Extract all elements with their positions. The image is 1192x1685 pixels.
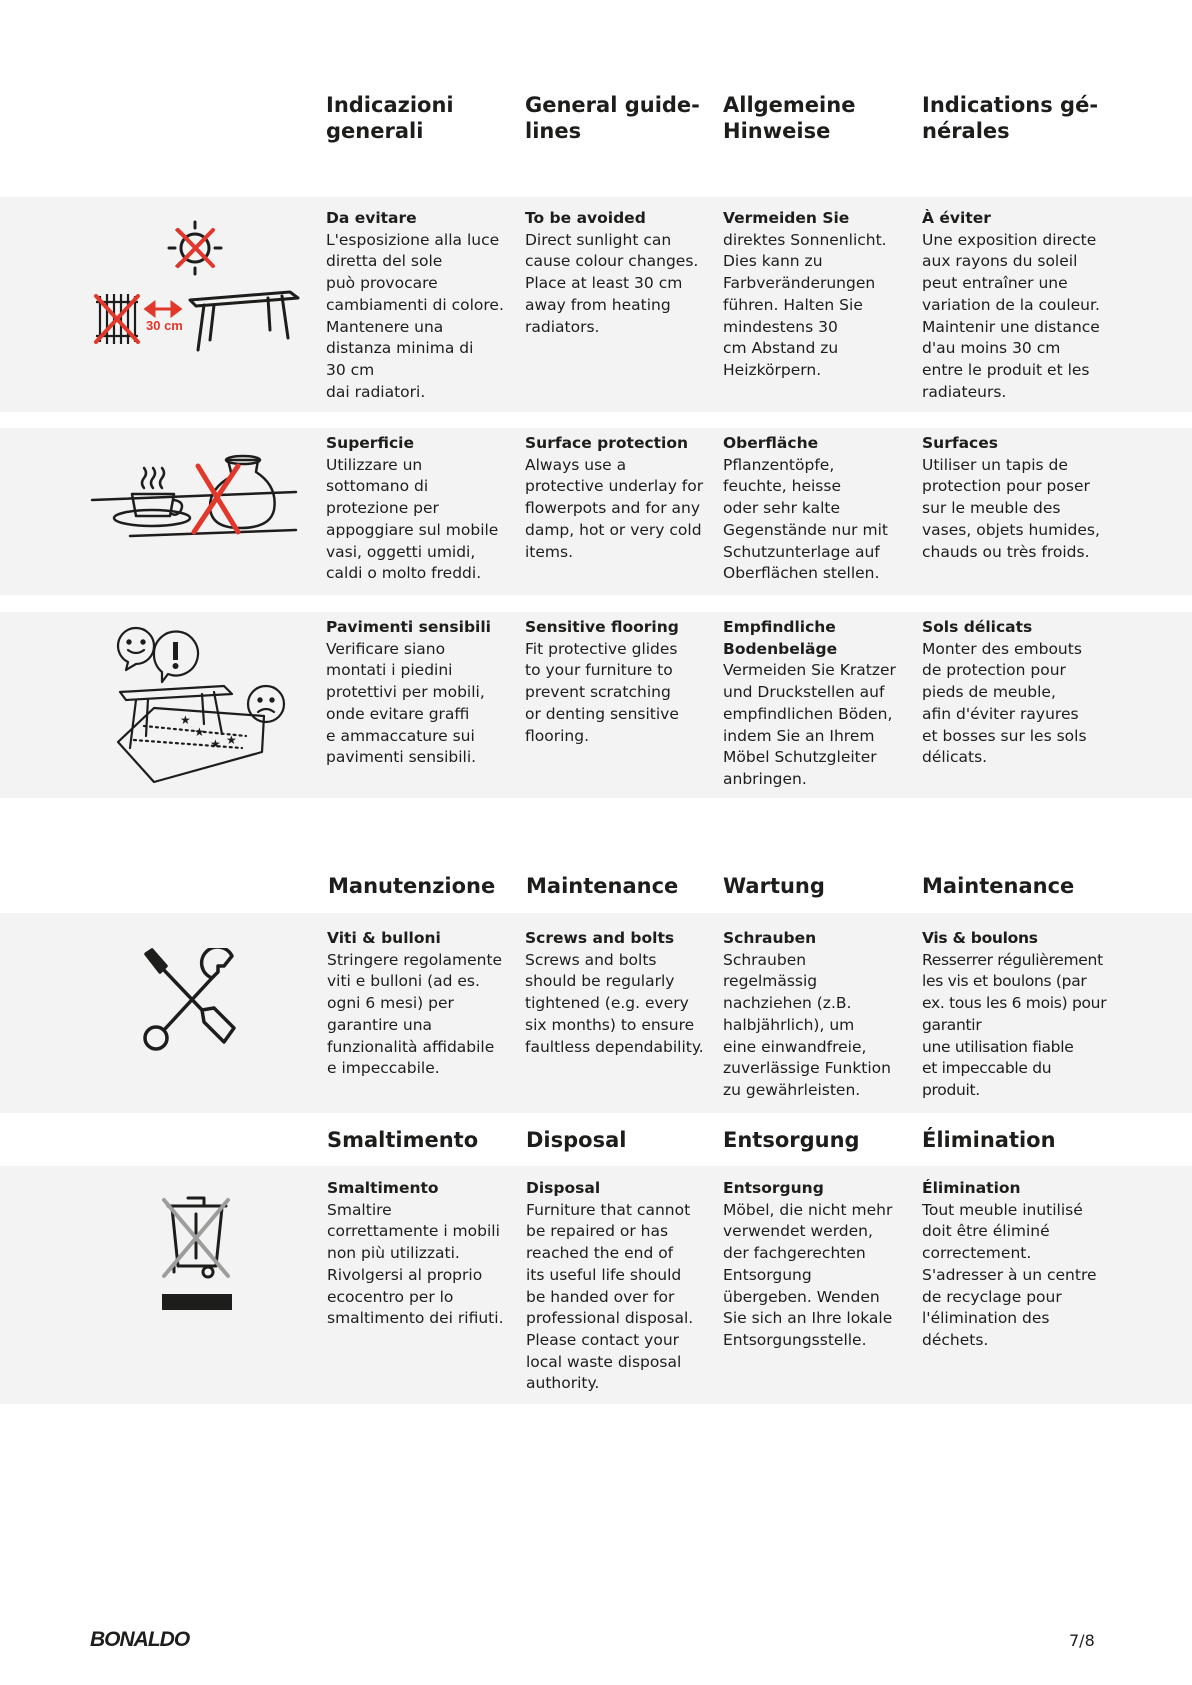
page-number: 7/8 [1069, 1631, 1095, 1650]
guideline-flooring-de: Empfindliche Bodenbeläge Vermeiden Sie Kratzer und Druckstellen auf empfindlichen Böden, indem Sie an Ihrem Möbel Schutzgleiter anbringen. [723, 618, 896, 788]
maintenance-screws-en: Screws and bolts Screws and bolts should be regularly tightened (e.g. every six months) to ensure faultless dependability. [525, 929, 704, 1056]
disposal-fr: Élimination Tout meuble inutilisé doit être éliminé correctement. S'adresser à un centre de recyclage pour l'élimination des déchets. [922, 1179, 1097, 1349]
header-disposal-it: Smaltimento [327, 1128, 479, 1152]
brand-logo: BONALDO [90, 1628, 190, 1651]
guideline-flooring-en: Sensitive flooring Fit protective glides to your furniture to prevent scratching or denting sensitive flooring. [525, 618, 679, 745]
disposal-en: Disposal Furniture that cannot be repaired or has reached the end of its useful life should be handed over for professional disposal. Please contact your local waste disposal authority. [526, 1179, 694, 1393]
header-disposal-de: Entsorgung [723, 1128, 860, 1152]
guideline-surface-en: Surface protection Always use a protective underlay for flowerpots and for any damp, hot or very cold items. [525, 434, 704, 561]
guideline-flooring-it: Pavimenti sensibili Verificare siano montati i piedini protettivi per mobili, onde evitare graffi e ammaccature sui pavimenti sensibili. [326, 618, 491, 767]
svg-text:★: ★ [194, 725, 205, 739]
guideline-flooring-fr: Sols délicats Monter des embouts de protection pour pieds de meuble, afin d'éviter rayures et bosses sur les sols délicats. [922, 618, 1087, 767]
svg-text:★: ★ [226, 733, 237, 747]
header-general-de: Allgemeine Hinweise [723, 93, 856, 143]
surface-protection-icon [90, 448, 300, 548]
header-disposal-fr: Élimination [922, 1128, 1056, 1152]
maintenance-screws-de: Schrauben Schrauben regelmässig nachziehen (z.B. halbjährlich), um eine einwandfreie, zuverlässige Funktion zu gewährleisten. [723, 929, 891, 1099]
disposal-de: Entsorgung Möbel, die nicht mehr verwendet werden, der fachgerechten Entsorgung übergeben. Wenden Sie sich an Ihre lokale Entsorgungsstelle. [723, 1179, 893, 1349]
header-general-fr: Indications gé- nérales [922, 93, 1099, 143]
guideline-surface-fr: Surfaces Utiliser un tapis de protection pour poser sur le meuble des vases, objets humides, chauds ou très froids. [922, 434, 1100, 561]
svg-text:★: ★ [180, 713, 191, 727]
maintenance-screws-fr: Vis & boulons Resserrer régulièrement les vis et boulons (par ex. tous les 6 mois) pour garantir une utilisation fiable et impeccable du produit. [922, 929, 1107, 1099]
distance-label: 30 cm [146, 318, 183, 333]
header-general-en: General guide- lines [525, 93, 700, 143]
sunlight-radiator-icon [92, 216, 302, 352]
guideline-surface-de: Oberfläche Pflanzentöpfe, feuchte, heisse oder sehr kalte Gegenstände nur mit Schutzunterlage auf Oberflächen stellen. [723, 434, 888, 583]
maintenance-screws-it: Viti & bulloni Stringere regolamente viti e bulloni (ad es. ogni 6 mesi) per garantire una funzionalità affidabile e impeccabile. [327, 929, 503, 1078]
guideline-sunlight-it: Da evitare L'esposizione alla luce diretta del sole può provocare cambiamenti di colore. Mantenere una distanza minima di 30 cm dai radiatori. [326, 209, 504, 401]
tools-icon [140, 948, 246, 1054]
crossed-bin-icon [160, 1194, 236, 1312]
guideline-surface-it: Superficie Utilizzare un sottomano di protezione per appoggiare sul mobile vasi, oggetti umidi, caldi o molto freddi. [326, 434, 499, 583]
svg-text:★: ★ [210, 737, 221, 751]
header-disposal-en: Disposal [526, 1128, 627, 1152]
header-maintenance-it: Manutenzione [328, 874, 496, 898]
header-maintenance-en: Maintenance [526, 874, 679, 898]
header-general-it: Indicazioni generali [326, 93, 454, 143]
header-maintenance-de: Wartung [723, 874, 825, 898]
disposal-it: Smaltimento Smaltire correttamente i mobili non più utilizzati. Rivolgersi al proprio ecocentro per lo smaltimento dei rifiuti. [327, 1179, 504, 1328]
sensitive-flooring-icon [114, 624, 290, 784]
guideline-sunlight-de: Vermeiden Sie direktes Sonnenlicht. Dies kann zu Farbveränderungen führen. Halten Sie mindestens 30 cm Abstand zu Heizkörpern. [723, 209, 887, 379]
guideline-sunlight-en: To be avoided Direct sunlight can cause colour changes. Place at least 30 cm away from heating radiators. [525, 209, 699, 336]
guideline-sunlight-fr: À éviter Une exposition directe aux rayons du soleil peut entraîner une variation de la couleur. Maintenir une distance d'au moins 30 cm entre le produit et les radiateurs. [922, 209, 1100, 401]
header-maintenance-fr: Maintenance [922, 874, 1075, 898]
